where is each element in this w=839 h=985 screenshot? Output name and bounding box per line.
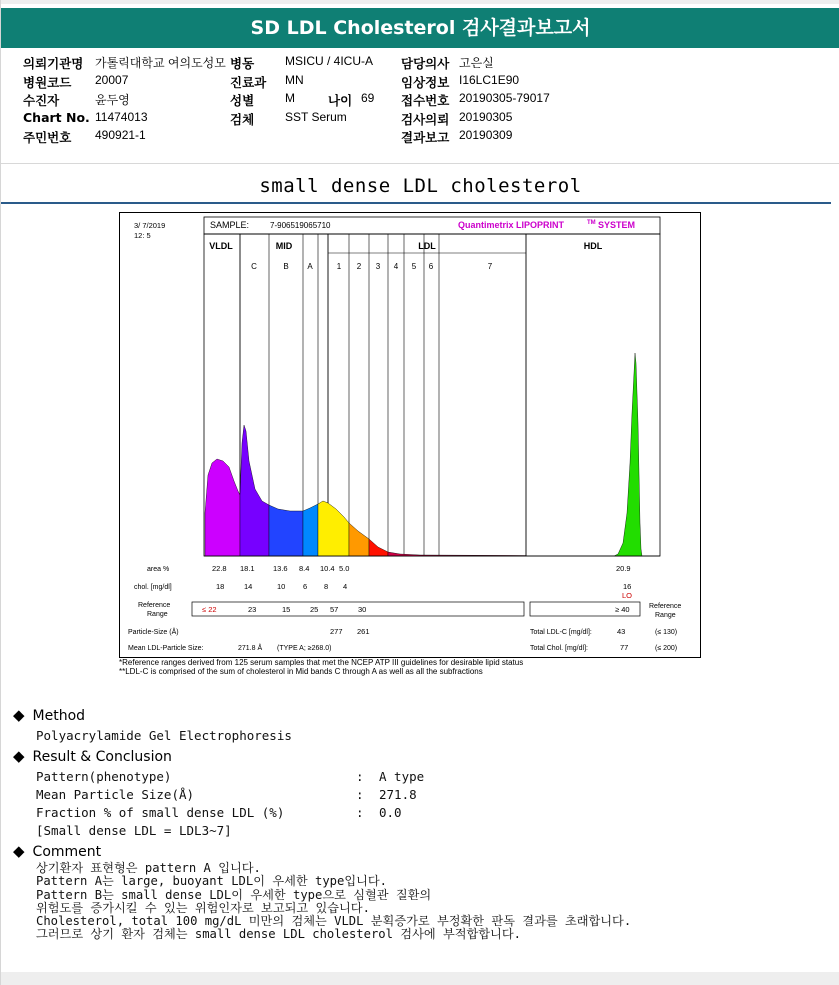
total-ldl-ref: (≤ 130) xyxy=(655,629,678,636)
brand-tm: TM xyxy=(587,220,596,226)
area-value: 18.1 xyxy=(240,564,255,573)
diamond-icon: ◆ xyxy=(13,706,25,724)
comment-line: 그러므로 상기 환자 검체는 small dense LDL cholesterol 검사에 부적합합니다. xyxy=(36,927,521,942)
info-label-0-l2: 병동 xyxy=(230,56,255,71)
method-heading-label: Method xyxy=(32,708,86,724)
band-label-B: B xyxy=(283,262,289,271)
total-chol-value: 77 xyxy=(620,643,629,652)
band-label-3: 3 xyxy=(375,262,381,271)
row-label-area: area % xyxy=(147,566,170,573)
chol-value: 14 xyxy=(244,582,253,591)
mean-type: (TYPE A; ≥268.0) xyxy=(277,645,332,652)
info-value-2-v1: 윤두영 xyxy=(95,93,130,107)
colon: : xyxy=(356,769,379,784)
diamond-icon: ◆ xyxy=(13,747,25,765)
info-value-0-v3: 고은실 xyxy=(459,56,494,70)
ldl1-peak xyxy=(318,501,349,556)
info-label-1-l1: 병원코드 xyxy=(23,75,72,90)
band-label-A: A xyxy=(307,262,313,271)
row-label-chol: chol. [mg/dl] xyxy=(134,584,172,591)
total-chol-ref: (≤ 200) xyxy=(655,645,678,652)
group-label-ldl: LDL xyxy=(418,241,436,251)
comment-line: 위험도를 증가시킬 수 있는 위험인자로 보고되고 있습니다. xyxy=(36,900,370,915)
group-label-mid: MID xyxy=(275,241,293,251)
hdl-ref-label: Reference xyxy=(649,603,682,610)
page-title: SD LDL Cholesterol 검사결과보고서 xyxy=(1,8,839,48)
info-value-2-v2b: 69 xyxy=(361,91,375,105)
info-label-4-l1: 주민번호 xyxy=(23,130,72,145)
info-label-3-l1: Chart No. xyxy=(23,110,90,125)
mean-value: 271.8 Å xyxy=(238,645,263,652)
band-a-peak xyxy=(303,504,318,556)
diamond-icon: ◆ xyxy=(13,842,25,860)
area-value: 10.4 xyxy=(320,564,335,573)
info-value-1-v3: I16LC1E90 xyxy=(459,73,520,87)
row-label-range: Range xyxy=(147,611,168,618)
comment-line: Pattern A는 large, buoyant LDL이 우세한 type입니다. xyxy=(36,874,387,889)
hdl-peak xyxy=(614,353,642,556)
band-b-peak xyxy=(269,505,303,556)
info-value-2-v2: M xyxy=(285,91,295,105)
info-value-1-v1: 20007 xyxy=(95,73,129,87)
ref-value: 25 xyxy=(310,605,319,614)
total-chol-label: Total Chol. [mg/dl]: xyxy=(530,645,588,652)
info-label-2-l1: 수진자 xyxy=(23,93,60,108)
lipoprint-chart xyxy=(120,213,702,659)
sample-label: SAMPLE: xyxy=(210,220,250,230)
brand-name: Quantimetrix LIPOPRINT xyxy=(458,220,565,230)
method-text: Polyacrylamide Gel Electrophoresis xyxy=(36,728,292,743)
band-label-6: 6 xyxy=(428,262,434,271)
chol-value: 8 xyxy=(324,582,329,591)
info-value-1-v2: MN xyxy=(285,73,304,87)
area-value: 13.6 xyxy=(273,564,288,573)
band-label-4: 4 xyxy=(393,262,399,271)
lipoprint-report xyxy=(119,212,701,658)
info-label-1-l3: 임상정보 xyxy=(401,75,450,90)
result-value-size: 271.8 xyxy=(379,787,417,802)
info-label-4-l3: 결과보고 xyxy=(401,130,450,145)
band-label-5: 5 xyxy=(411,262,417,271)
comment-line: 상기환자 표현형은 pattern A 입니다. xyxy=(36,861,261,875)
group-label-hdl: HDL xyxy=(583,241,603,251)
info-label-3-l3: 검사의뢰 xyxy=(401,112,450,127)
band-c-peak xyxy=(240,425,269,556)
brand-system: SYSTEM xyxy=(598,220,636,230)
total-ldl-label: Total LDL-C [mg/dl]: xyxy=(530,629,592,636)
result-label-fraction: Fraction % of small dense LDL (%) xyxy=(36,805,285,820)
info-label-1-l2: 진료과 xyxy=(230,75,267,90)
footnote-1: *Reference ranges derived from 125 serum samples that met the NCEP ATP III guidelines for desirable lipid status xyxy=(119,658,524,667)
info-value-4-v3: 20190309 xyxy=(459,128,513,142)
vldl-peak xyxy=(205,459,240,556)
info-label-0-l1: 의뢰기관명 xyxy=(23,56,84,71)
ldl3-peak xyxy=(369,539,388,556)
row-label-ref: Reference xyxy=(138,602,171,609)
area-value: 22.8 xyxy=(212,564,227,573)
group-label-vldl: VLDL xyxy=(209,241,233,251)
info-label-2-l2: 성별 xyxy=(230,93,255,108)
hdl-area: 20.9 xyxy=(616,564,631,573)
result-heading xyxy=(13,747,172,765)
comment-line: Pattern B는 small dense LDL이 우세한 type으로 심혈관 질환의 xyxy=(36,887,432,902)
result-value-fraction: 0.0 xyxy=(379,805,402,820)
result-note: [Small dense LDL = LDL3~7] xyxy=(36,823,232,838)
info-label-2-l2b: 나이 xyxy=(328,93,353,108)
top-rule xyxy=(1,0,839,4)
comment-heading-label: Comment xyxy=(32,844,102,860)
ref-value: 23 xyxy=(248,605,257,614)
info-label-2-l3: 접수번호 xyxy=(401,93,450,108)
chol-value: 10 xyxy=(277,582,286,591)
total-ldl-value: 43 xyxy=(617,627,626,636)
comment-heading xyxy=(13,842,101,860)
colon: : xyxy=(356,787,379,802)
divider xyxy=(1,163,839,164)
hdl-ref: ≥ 40 xyxy=(615,605,630,614)
info-value-4-v1: 490921-1 xyxy=(95,128,146,142)
particle-value: 261 xyxy=(357,627,370,636)
report-date: 3/ 7/2019 xyxy=(134,221,166,230)
report-time: 12: 5 xyxy=(134,231,151,240)
result-label-size: Mean Particle Size(Å) xyxy=(36,787,195,802)
result-value-pattern: A type xyxy=(379,769,425,784)
comment-text xyxy=(36,862,631,942)
chol-value: 6 xyxy=(303,582,308,591)
info-label-3-l2: 검체 xyxy=(230,112,255,127)
area-value: 8.4 xyxy=(299,564,310,573)
info-value-0-v1: 가톨릭대학교 여의도성모 xyxy=(95,56,226,70)
patient-info xyxy=(23,54,823,154)
info-value-3-v2: SST Serum xyxy=(285,110,347,124)
ref-value: 15 xyxy=(282,605,291,614)
band-label-C: C xyxy=(251,262,257,271)
section-title: small dense LDL cholesterol xyxy=(259,175,582,197)
info-value-0-v2: MSICU / 4ICU-A xyxy=(285,54,374,68)
info-value-3-v1: 11474013 xyxy=(95,110,148,124)
particle-value: 277 xyxy=(330,627,343,636)
method-heading xyxy=(13,706,85,724)
colon: : xyxy=(356,805,379,820)
result-heading-label: Result & Conclusion xyxy=(32,749,172,765)
footnote-2: **LDL-C is comprised of the sum of cholesterol in Mid bands C through A as well as all the subfractions xyxy=(119,667,483,676)
ref-value: ≤ 22 xyxy=(202,605,217,614)
result-label-pattern: Pattern(phenotype) xyxy=(36,769,172,784)
ref-value: 57 xyxy=(330,605,339,614)
hdl-range-label: Range xyxy=(655,612,676,619)
info-value-3-v3: 20190305 xyxy=(459,110,513,124)
row-label-particle: Particle-Size (Å) xyxy=(128,629,179,636)
ref-value: 30 xyxy=(358,605,367,614)
area-value: 5.0 xyxy=(339,564,350,573)
info-value-2-v3: 20190305-79017 xyxy=(459,91,550,105)
bottom-bar xyxy=(1,972,839,985)
mean-label: Mean LDL-Particle Size: xyxy=(128,645,204,652)
info-label-0-l3: 담당의사 xyxy=(401,56,450,71)
sample-id: 7-906519065710 xyxy=(270,221,331,230)
chol-value: 4 xyxy=(343,582,348,591)
band-label-7: 7 xyxy=(487,262,493,271)
ldl4-tail xyxy=(388,552,526,556)
comment-line: Cholesterol, total 100 mg/dL 미만의 검체는 VLDL 분획증가로 부정확한 판독 결과를 초래합니다. xyxy=(36,914,632,929)
band-label-2: 2 xyxy=(356,262,362,271)
section-rule xyxy=(1,202,831,204)
hdl-chol: 16 xyxy=(623,582,632,591)
ldl2-peak xyxy=(349,523,369,556)
hdl-flag: LO xyxy=(622,591,633,600)
band-label-1: 1 xyxy=(336,262,342,271)
chol-value: 18 xyxy=(216,582,225,591)
